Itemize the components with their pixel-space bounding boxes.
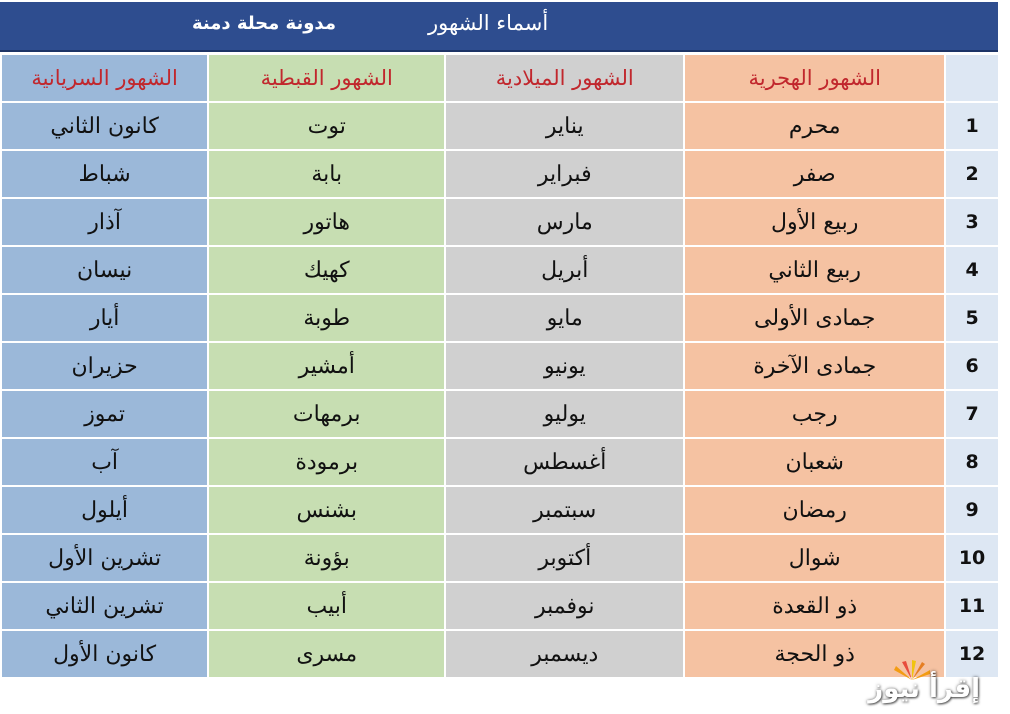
cell-syriac: كانون الثاني xyxy=(1,102,208,150)
title-bar xyxy=(0,2,998,52)
header-syriac: الشهور السريانية xyxy=(1,54,208,102)
cell-hijri: جمادى الأولى xyxy=(684,294,945,342)
cell-gregorian: أغسطس xyxy=(445,438,684,486)
header-number xyxy=(945,54,999,102)
cell-gregorian: فبراير xyxy=(445,150,684,198)
cell-coptic: بابة xyxy=(208,150,445,198)
cell-hijri: ربيع الأول xyxy=(684,198,945,246)
cell-coptic: كهيك xyxy=(208,246,445,294)
header-hijri: الشهور الهجرية xyxy=(684,54,945,102)
table-header-row xyxy=(1,54,999,102)
cell-coptic: هاتور xyxy=(208,198,445,246)
table-row xyxy=(1,438,999,486)
cell-number: 6 xyxy=(945,342,999,390)
cell-number: 3 xyxy=(945,198,999,246)
cell-syriac: كانون الأول xyxy=(1,630,208,678)
watermark xyxy=(868,660,980,704)
cell-gregorian: ديسمبر xyxy=(445,630,684,678)
cell-gregorian: أكتوبر xyxy=(445,534,684,582)
cell-number: 8 xyxy=(945,438,999,486)
header-coptic: الشهور القبطية xyxy=(208,54,445,102)
table-row xyxy=(1,102,999,150)
cell-syriac: آب xyxy=(1,438,208,486)
cell-number: 9 xyxy=(945,486,999,534)
cell-coptic: توت xyxy=(208,102,445,150)
table-row xyxy=(1,294,999,342)
watermark-text: إقرأ نيوز xyxy=(868,674,980,704)
cell-syriac: تشرين الثاني xyxy=(1,582,208,630)
cell-gregorian: يناير xyxy=(445,102,684,150)
cell-coptic: أمشير xyxy=(208,342,445,390)
cell-number: 12 xyxy=(945,630,999,678)
cell-number: 4 xyxy=(945,246,999,294)
cell-syriac: شباط xyxy=(1,150,208,198)
cell-gregorian: مايو xyxy=(445,294,684,342)
cell-syriac: تشرين الأول xyxy=(1,534,208,582)
table-row xyxy=(1,582,999,630)
cell-gregorian: يونيو xyxy=(445,342,684,390)
cell-number: 2 xyxy=(945,150,999,198)
cell-number: 1 xyxy=(945,102,999,150)
cell-syriac: أيلول xyxy=(1,486,208,534)
cell-syriac: حزيران xyxy=(1,342,208,390)
table-row xyxy=(1,390,999,438)
cell-syriac: نيسان xyxy=(1,246,208,294)
cell-hijri: شعبان xyxy=(684,438,945,486)
cell-gregorian: مارس xyxy=(445,198,684,246)
cell-coptic: طوبة xyxy=(208,294,445,342)
cell-syriac: تموز xyxy=(1,390,208,438)
table-row xyxy=(1,342,999,390)
months-table xyxy=(0,53,1000,679)
cell-hijri: ربيع الثاني xyxy=(684,246,945,294)
cell-syriac: أيار xyxy=(1,294,208,342)
cell-hijri: صفر xyxy=(684,150,945,198)
cell-syriac: آذار xyxy=(1,198,208,246)
cell-hijri: جمادى الآخرة xyxy=(684,342,945,390)
cell-coptic: بؤونة xyxy=(208,534,445,582)
table-row xyxy=(1,486,999,534)
cell-number: 7 xyxy=(945,390,999,438)
cell-number: 5 xyxy=(945,294,999,342)
cell-hijri: رمضان xyxy=(684,486,945,534)
table-row xyxy=(1,198,999,246)
cell-hijri: شوال xyxy=(684,534,945,582)
cell-coptic: أبيب xyxy=(208,582,445,630)
cell-coptic: مسرى xyxy=(208,630,445,678)
cell-hijri: ذو القعدة xyxy=(684,582,945,630)
cell-hijri: محرم xyxy=(684,102,945,150)
cell-coptic: برمهات xyxy=(208,390,445,438)
cell-hijri: ذو الحجة xyxy=(684,630,945,678)
cell-coptic: برمودة xyxy=(208,438,445,486)
cell-gregorian: أبريل xyxy=(445,246,684,294)
cell-gregorian: يوليو xyxy=(445,390,684,438)
cell-hijri: رجب xyxy=(684,390,945,438)
table-row xyxy=(1,246,999,294)
blog-name: مدونة محلة دمنة xyxy=(192,13,336,34)
header-gregorian: الشهور الميلادية xyxy=(445,54,684,102)
cell-gregorian: سبتمبر xyxy=(445,486,684,534)
table-row xyxy=(1,150,999,198)
cell-coptic: بشنس xyxy=(208,486,445,534)
table-row xyxy=(1,534,999,582)
table-row xyxy=(1,630,999,678)
cell-number: 10 xyxy=(945,534,999,582)
cell-gregorian: نوفمبر xyxy=(445,582,684,630)
cell-number: 11 xyxy=(945,582,999,630)
page-title: أسماء الشهور xyxy=(428,11,549,35)
